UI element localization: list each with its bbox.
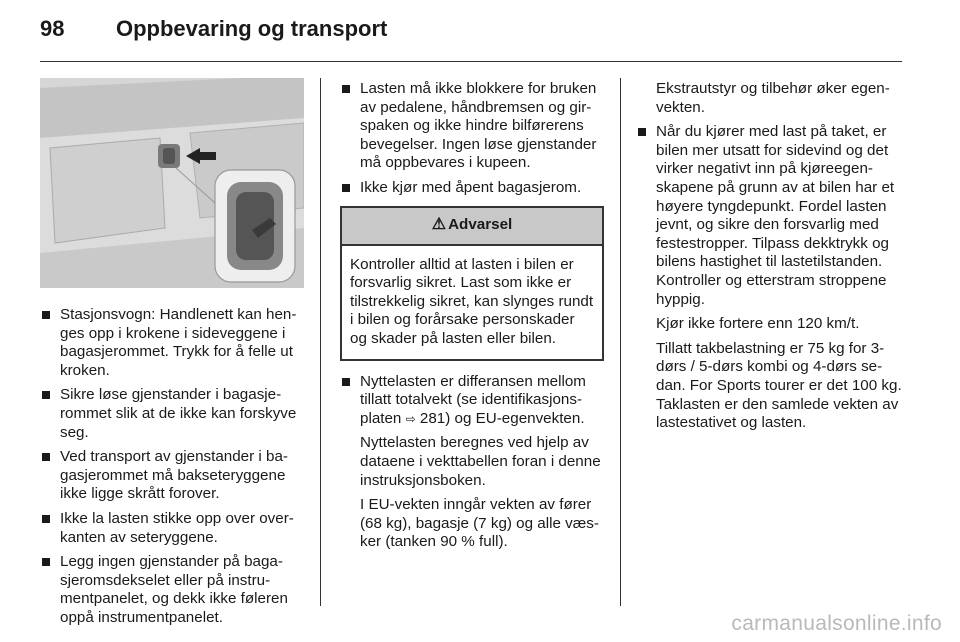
bullet-square-icon: [42, 453, 50, 461]
warning-body: Kontroller alltid at lasten i bilen er forsvarlig sikret. Last som ikke er tilstrekkelig sikret, kan slynges rundt i bilen og forårsake personskader og skader på lasten eller bilen.: [342, 246, 602, 359]
cargo-bullet-list: [40, 306, 304, 628]
page-header: [0, 0, 960, 62]
bullet-square-icon: [42, 311, 50, 319]
paragraph: Tillatt takbelastning er 75 kg for 3-dørs / 5-dørs kombi og 4-dørs sedan. For Sports tourer er det 100 kg. Taklasten er den samlede vekten av lastestativet og lasten.: [656, 339, 902, 432]
page-reference-icon: ⇨: [405, 411, 416, 426]
list-item: Ikke la lasten stikke opp over overkanten av seteryggene.: [40, 510, 304, 547]
warning-box: [340, 206, 604, 361]
warning-triangle-icon: ⚠: [431, 216, 447, 234]
bullet-square-icon: [342, 378, 350, 386]
column-middle: [340, 80, 604, 558]
cargo-hook-drawing: [40, 78, 304, 288]
payload-bullet-list: [340, 373, 604, 429]
page-reference[interactable]: 281: [419, 409, 446, 427]
page-title: Oppbevaring og transport: [116, 16, 388, 41]
warning-header: [342, 208, 602, 246]
warning-title: Advarsel: [448, 216, 513, 234]
load-bullet-list: [340, 80, 604, 198]
bullet-square-icon: [42, 515, 50, 523]
list-item: Stasjonsvogn: Handlenett kan henges opp i krokene i sideveggene i bagasjerommet. Trykk for å felle ut kroken.: [40, 306, 304, 380]
column-divider: [320, 78, 321, 606]
bullet-square-icon: [638, 128, 646, 136]
paragraph: Kjør ikke fortere enn 120 km/t.: [656, 315, 860, 333]
paragraph: Ekstrautstyr og tilbehør øker egenvekten.: [656, 80, 890, 116]
column-divider: [620, 78, 621, 606]
bullet-square-icon: [342, 85, 350, 93]
column-left: [40, 78, 304, 634]
column-right: [636, 80, 904, 439]
page-number: 98: [40, 16, 65, 41]
bullet-square-icon: [342, 184, 350, 192]
paragraph: Nyttelasten beregnes ved hjelp av dataene i vekttabellen foran i denne instruksjonsboken.: [360, 434, 601, 489]
list-item: Når du kjører med last på taket, er bilen mer utsatt for sidevind og det virker negativt inn på kjøreegenskapene på grunn av at bilen har et høyere tyngdepunkt. Fordel lasten jevnt, og sikre den forsvarlig med festestropper. Tilpass dekktrykk og bilens hastighet til lastetilstanden. Kontroller og etterstram stroppene hyppig.: [636, 123, 904, 309]
bullet-square-icon: [42, 391, 50, 399]
list-item: Nyttelasten er differansen mellom tillatt totalvekt (se identifikasjonsplaten ⇨ 281) og EU-egenvekten.: [340, 373, 604, 429]
watermark: carmanualsonline.info: [731, 612, 942, 635]
cargo-hook-illustration: [40, 78, 304, 288]
header-rule: [40, 61, 902, 62]
list-item: Legg ingen gjenstander på bagasjeromsdekselet eller på instrumentpanelet, og dekk ikke føleren oppå instrumentpanelet.: [40, 553, 304, 627]
paragraph: I EU-vekten inngår vekten av fører (68 kg), bagasje (7 kg) og alle væsker (tanken 90 % full).: [360, 496, 599, 551]
list-item: Sikre løse gjenstander i bagasjerommet slik at de ikke kan forskyve seg.: [40, 386, 304, 442]
bullet-square-icon: [42, 558, 50, 566]
roof-bullet-list: [636, 123, 904, 309]
list-item: Ved transport av gjenstander i bagasjerommet må bakseteryggene ikke ligge skrått forover.: [40, 448, 304, 504]
list-item: Ikke kjør med åpent bagasjerom.: [340, 179, 604, 198]
list-item: Lasten må ikke blokkere for bruken av pedalene, håndbremsen og girspaken og ikke hindre bilførerens bevegelser. Ingen løse gjenstander må oppbevares i kupeen.: [340, 80, 604, 173]
